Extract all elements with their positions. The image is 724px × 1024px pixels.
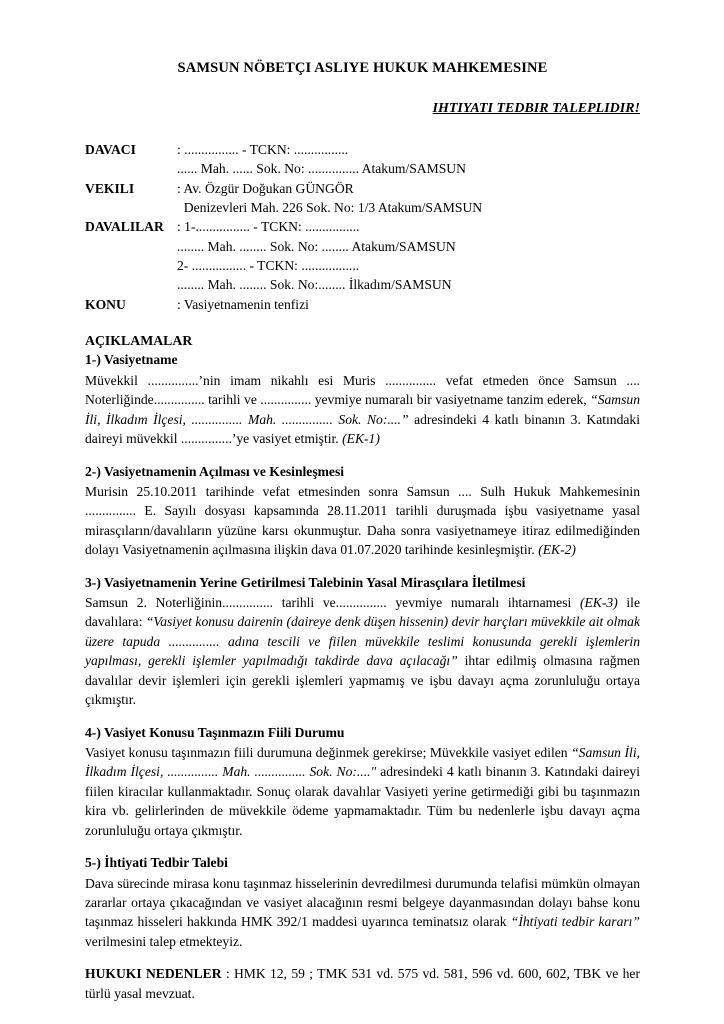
- section-5-body: [85, 874, 640, 952]
- section-2-exhibit: (EK-2): [538, 542, 576, 558]
- defendants-line-3: 2- ................ - TCKN: .................: [177, 257, 360, 273]
- section-4-quote: “Samsun İli, İlkadım İlçesi, ............... Mah. ............... Sok. No:....": [85, 744, 640, 780]
- defendants-line-2: ........ Mah. ........ Sok. No: ........ Atakum/SAMSUN: [177, 238, 456, 254]
- defendants-label: DAVALILAR: [85, 219, 164, 235]
- section-3-exhibit: (EK-3): [579, 595, 618, 611]
- plaintiff-line-2: ...... Mah. ...... Sok. No: ............... Atakum/SAMSUN: [177, 161, 466, 177]
- page-title: SAMSUN NÖBETÇI ASLIYE HUKUK MAHKEMESINE: [177, 60, 548, 76]
- section-3-body: [85, 593, 640, 710]
- section-1-quote: “Samsun İli, İlkadım İlçesi, ............... Mah. ............... Sok. No:....”: [85, 392, 640, 427]
- plaintiff-label: DAVACI: [85, 142, 136, 158]
- section-3-text-3: ihtar edilmiş olmasına rağmen davalılar devir işlemleri için gerekli işlemleri yapmamış ve işbu davayı açma zorunluluğu ortaya çıkmıştır.: [85, 653, 640, 708]
- section-1-text-2: adresindeki 4 katlı binanın 3. Katındaki daireyi müvekkil ...............’ye vasiyet etmiştir.: [85, 411, 640, 447]
- section-1-body: [85, 371, 640, 449]
- section-5-text-1: Dava sürecinde mirasa konu taşınmaz hisselerinin devredilmesi durumunda telafisi mümkün olmayan zararlar ortaya çıkacağından ve vasiyet alacağının resmi belgeye dayanmasından dolayı bahse konu taşınmaz hisseleri hakkında HMK 392/1 maddesi uyarınca teminatsız olarak: [85, 875, 640, 930]
- section-2: [85, 463, 640, 560]
- attorney-line-2: Denizevleri Mah. 226 Sok. No: 1/3 Atakum/SAMSUN: [177, 200, 483, 216]
- section-3-quote: “Vasiyet konusu dairenin (daireye denk düşen hissenin) devir harçları müvekkile ait olmak üzere tapuda ............... adına tescili ve fiilen müvekkile teslimi konusunda gerekli işlemlerin yapılması, gerekli işlemler yapılmadığı takdirde dava açılacağı”: [85, 614, 640, 669]
- section-4: [85, 724, 640, 841]
- defendants-line-1: : 1-................ - TCKN: ................: [177, 219, 360, 235]
- document-subtitle: IHTIYATI TEDBIR TALEPLIDIR!: [432, 101, 640, 117]
- attorney-label: VEKILI: [85, 180, 135, 196]
- section-4-text-1: Vasiyet konusu taşınmazın fiili durumuna değinmek gerekirse; Müvekkile vasiyet edilen: [85, 744, 572, 760]
- section-1: [85, 351, 640, 448]
- legal-grounds-label: HUKUKI NEDENLER: [85, 966, 222, 982]
- section-1-text-1: Müvekkil ...............’nin imam nikahlı esi Muris ............... vefat etmeden önce Samsun .... Noterliğinde............... tarihli ve ............... yevmiye numaralı bir vasiyetname tanzim ederek,: [85, 372, 640, 408]
- subject-value: : Vasiyetnamenin tenfizi: [177, 296, 309, 312]
- section-3-heading: 3-) Vasiyetnamenin Yerine Getirilmesi Talebinin Yasal Mirasçılara İletilmesi: [85, 574, 526, 590]
- section-5-quote: “İhtiyati tedbir kararı”: [510, 914, 640, 930]
- explanations-heading: AÇIKLAMALAR: [85, 332, 193, 348]
- section-3: [85, 574, 640, 710]
- document-content: [85, 60, 640, 1003]
- defendants-line-4: ........ Mah. ........ Sok. No:........ İlkadım/SAMSUN: [177, 277, 452, 293]
- section-1-heading: 1-) Vasiyetname: [85, 352, 178, 368]
- section-2-body: [85, 482, 640, 560]
- attorney-line-1: : Av. Özgür Doğukan GÜNGÖR: [177, 180, 354, 196]
- plaintiff-line-1: : ................ - TCKN: ................: [177, 142, 349, 158]
- defendants-row: [85, 217, 640, 236]
- section-5-text-2: verilmesini talep etmekteyiz.: [85, 933, 243, 949]
- section-4-heading: 4-) Vasiyet Konusu Taşınmazın Fiili Durumu: [85, 724, 345, 740]
- legal-grounds-text: : HMK 12, 59 ; TMK 531 vd. 575 vd. 581, 596 vd. 600, 602, TBK ve her türlü yasal mevzuat.: [85, 966, 640, 1001]
- plaintiff-row: [85, 140, 640, 159]
- section-3-text-2: ile davalılara:: [85, 595, 640, 630]
- subject-label: KONU: [85, 296, 126, 312]
- legal-grounds: [85, 964, 640, 1003]
- section-5-heading: 5-) İhtiyati Tedbir Talebi: [85, 855, 228, 871]
- section-1-exhibit: (EK-1): [342, 431, 380, 447]
- section-4-body: [85, 743, 640, 840]
- section-2-heading: 2-) Vasiyetnamenin Açılması ve Kesinleşmesi: [85, 463, 345, 479]
- subject-row: [85, 295, 640, 314]
- attorney-row: [85, 179, 640, 198]
- section-4-text-2: adresindeki 4 katlı binanın 3. Katındaki daireyi fiilen kiracılar kullanmaktadır. Sonuç olarak davalılar Vasiyeti yerine getirmediği gibi bu taşınmazın kira vb. gelirlerinden de müvekkile ödeme yapmamaktadır. Tüm bu nedenlerle işbu davayı açma zorunluluğu ortaya çıkmıştır.: [85, 764, 640, 838]
- section-2-text-1: Murisin 25.10.2011 tarihinde vefat etmesinden sonra Samsun .... Sulh Hukuk Mahkemesinin ............... E. Sayılı dosyası kapsamında 28.11.2011 tarihli duruşmada işbu vasiyetname yasal mirasçıların/davalıların yüzüne karsı okunmuştur. Daha sonra vasiyetnameye itiraz edilmediğinden dolayı Vasiyetnamenin açılmasına ilişkin dava 01.07.2020 tarihinde kesinleşmiştir.: [85, 483, 640, 558]
- section-3-text-1: Samsun 2. Noterliğinin............... tarihli ve............... yevmiye numaralı ihtarnamesi: [85, 595, 580, 611]
- party-block: [85, 140, 640, 314]
- section-5: [85, 854, 640, 951]
